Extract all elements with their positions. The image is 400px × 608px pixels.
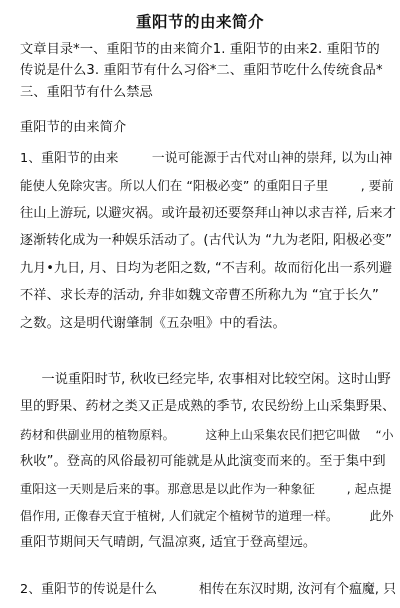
section-heading: 重阳节的由来简介 <box>20 120 127 135</box>
toc-line-3: 三、重阳节有什么禁忌 <box>20 85 153 100</box>
paragraph-2-line-4: 秋收”。登高的风俗最初可能就是从此演变而来的。至于集中到 <box>20 454 386 469</box>
toc-line-1: 文章目录*一、重阳节的由来简介1. 重阳节的由来2. 重阳节的 <box>20 42 380 57</box>
paragraph-1-line-7: 之数。这是明代谢肇制《五杂咀》中的看法。 <box>20 316 286 331</box>
paragraph-3-line-1: 2、重阳节的传说是什么 相传在东汉时期, 汝河有个瘟魔, 只 <box>20 582 397 597</box>
paragraph-1-line-3: 往山上游玩, 以避灾祸。或许最初还要祭拜山神以求吉祥, 后来才 <box>20 206 396 221</box>
paragraph-2-line-2: 里的野果、药材之类又正是成熟的季节, 农民纷纷上山采集野果、 <box>20 399 396 414</box>
paragraph-1-line-1: 1、重阳节的由来 一说可能源于古代对山神的崇拜, 以为山神 <box>20 151 393 166</box>
page-title: 重阳节的由来简介 <box>135 13 264 31</box>
paragraph-1-line-6: 不祥、求长寿的活动, 弁非如魏文帝曹丕所称九为 “宜于长久” <box>20 288 379 303</box>
paragraph-2-line-1: 一说重阳时节, 秋收已经完毕, 农事相对比较空闲。这时山野 <box>20 372 391 387</box>
paragraph-1-line-4: 逐渐转化成为一种娱乐活动了。(古代认为 “九为老阳, 阳极必变” <box>20 233 393 248</box>
paragraph-2-line-6: 倡作用, 正像春天宜于植树, 人们就定个植树节的道理一样。 此外 <box>20 509 394 523</box>
paragraph-2-line-3: 药材和供副业用的植物原料。 这种上山采集农民们把它叫做 “小 <box>20 428 394 442</box>
paragraph-2-line-5: 重阳这一天则是后来的事。那意思是以此作为一种象征 , 起点提 <box>20 482 392 496</box>
paragraph-1-line-2: 能使人免除灾害。所以人们在 “阳极必变” 的重阳日子里 , 要前 <box>20 178 394 193</box>
paragraph-2-line-7: 重阳节期间天气晴朗, 气温凉爽, 适宜于登高望远。 <box>20 535 317 550</box>
toc-line-2: 传说是什么3. 重阳节有什么习俗*二、重阳节吃什么传统食品* <box>20 63 383 78</box>
paragraph-1-line-5: 九月•九日, 月、日均为老阳之数, “不吉利。故而衍化出一系列避 <box>20 261 393 276</box>
